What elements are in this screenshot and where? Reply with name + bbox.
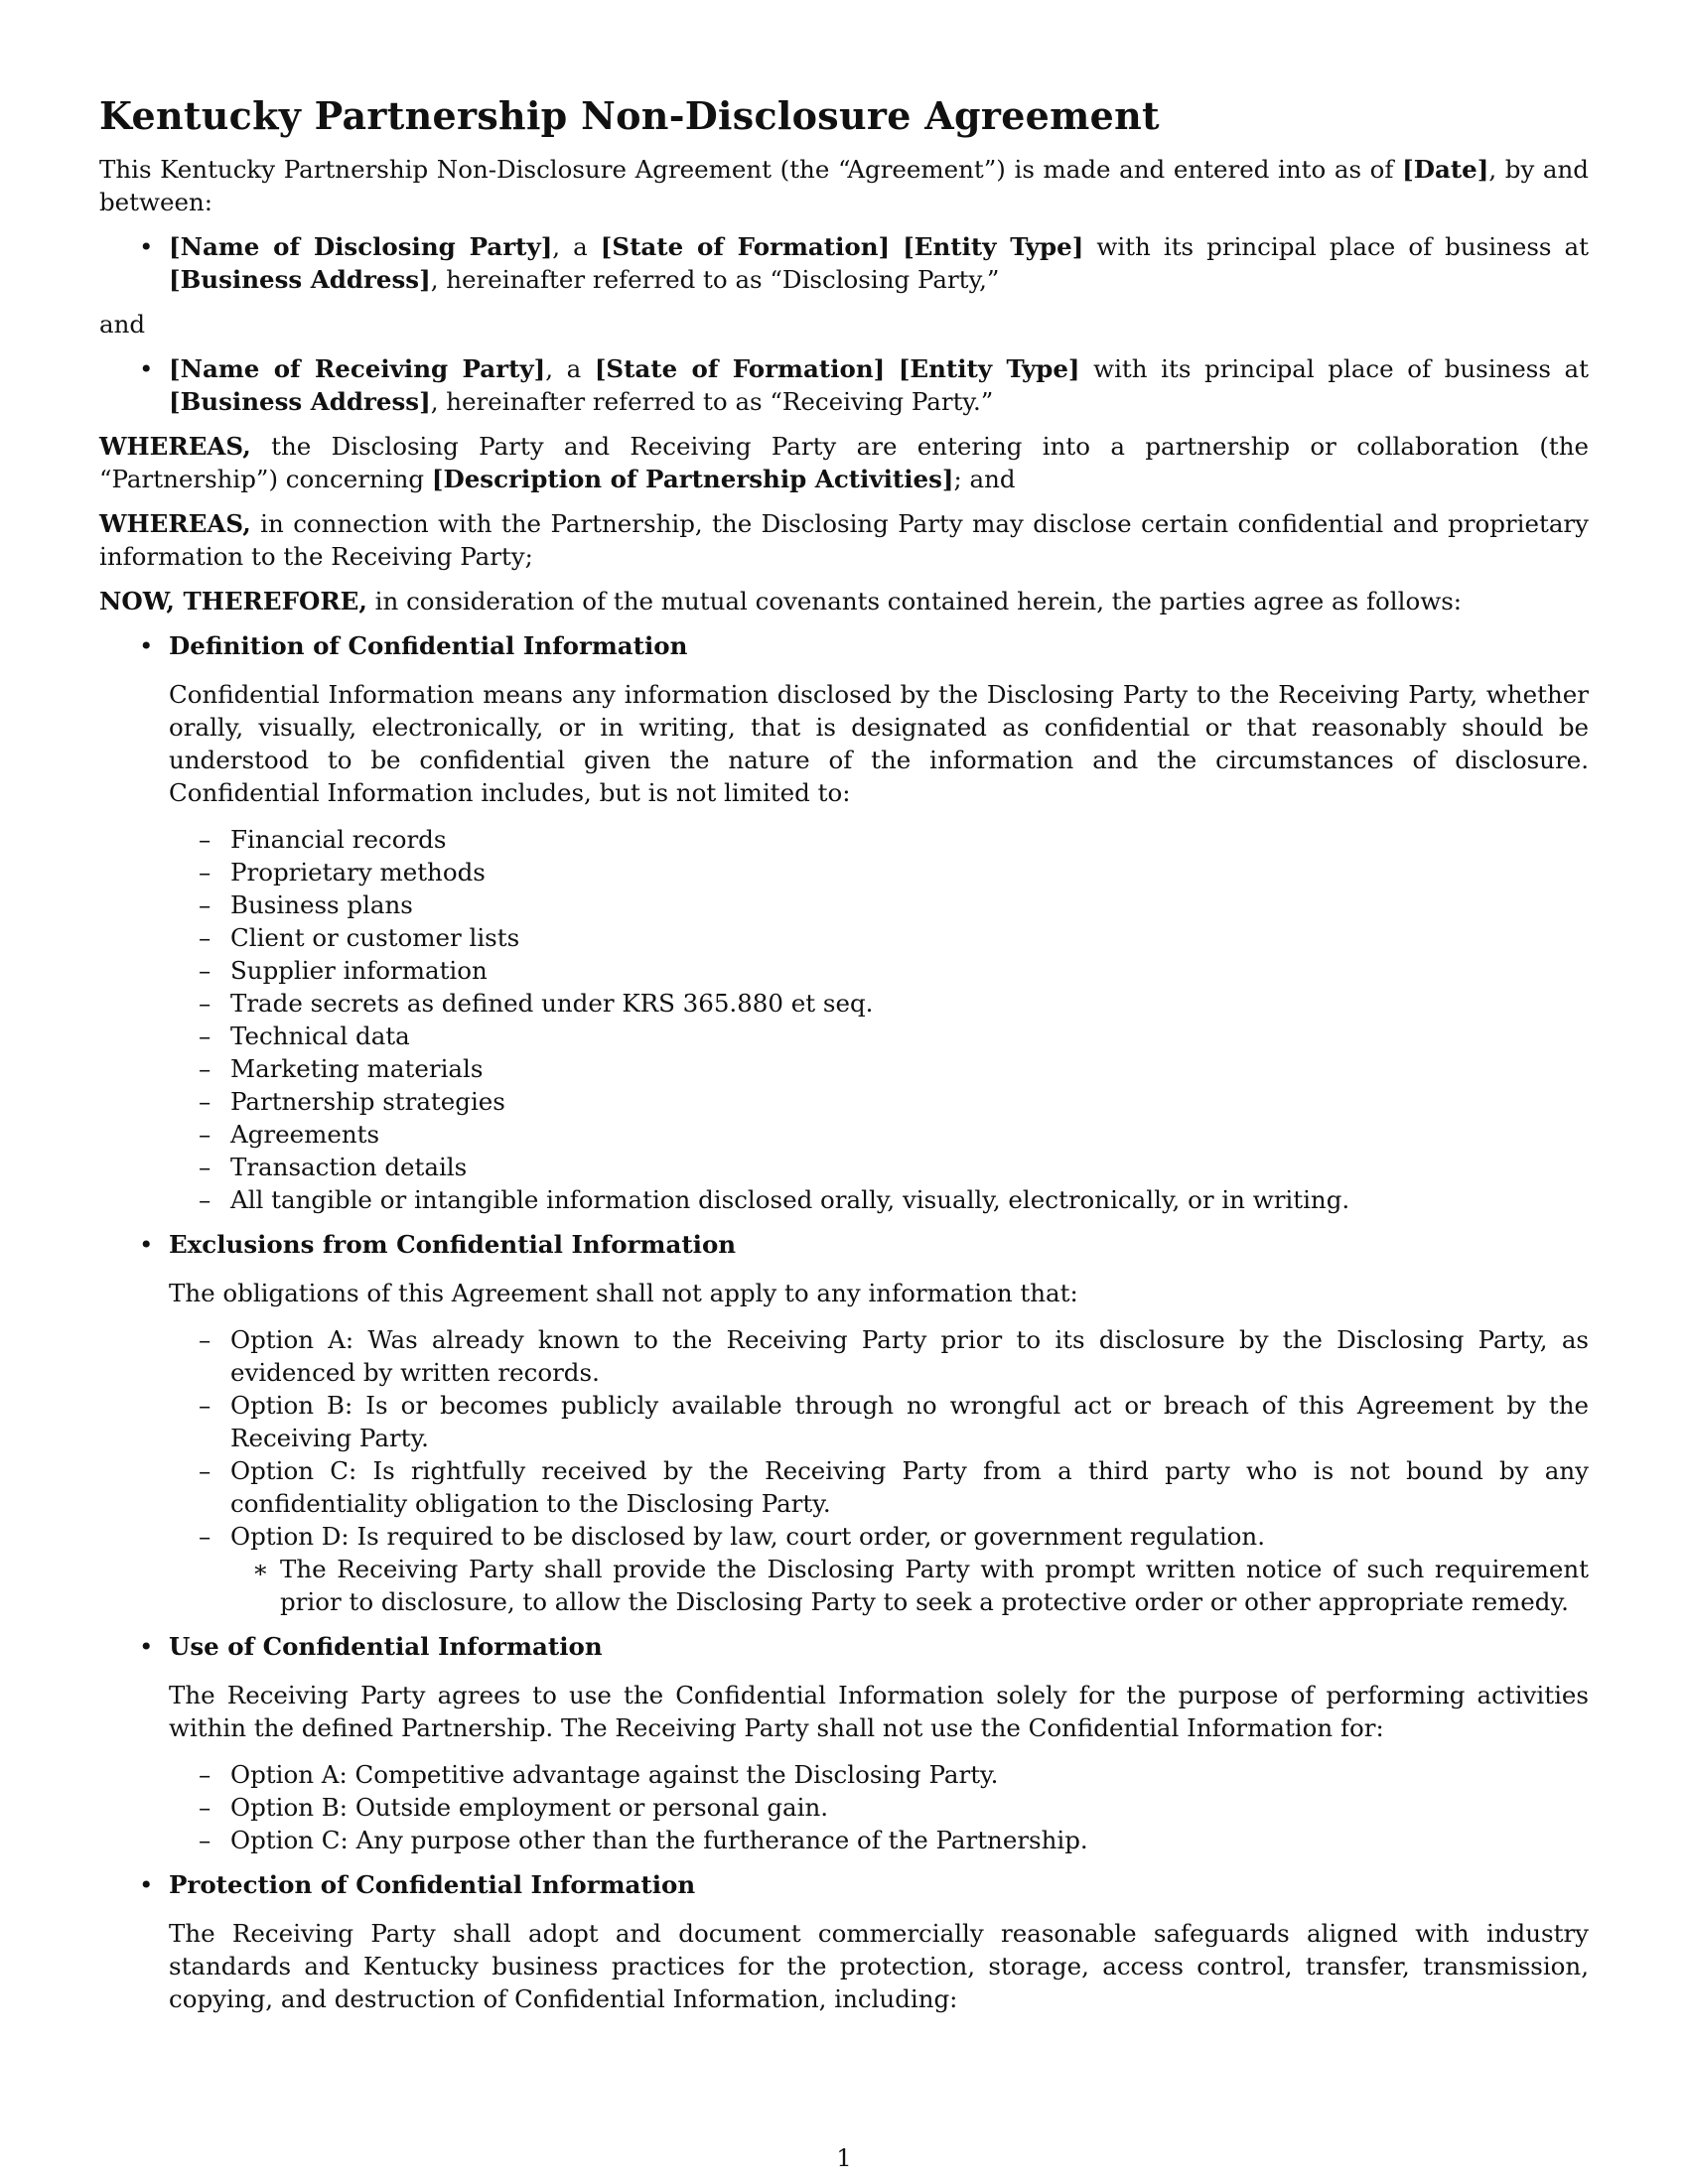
agreement-sections: [99, 629, 1589, 2015]
page-number: 1: [836, 2144, 852, 2172]
use-items: [169, 1758, 1589, 1856]
section-definition: [99, 629, 1589, 1216]
list-item: – Option C: Any purpose other than the furtherance of the Partnership.: [199, 1826, 1088, 1854]
bullet-marker: •: [139, 1870, 154, 1899]
bullet-marker: •: [139, 232, 154, 261]
section-title: Protection of Confidential Information: [169, 1870, 696, 1899]
and-conjunction: and: [99, 310, 146, 339]
section-protection: [99, 1868, 1589, 2015]
sub-list-item: ∗ The Receiving Party shall provide the Disclosing Party with prompt written notice of such requirement prior to disclosure, to allow the Disclosing Party to seek a protective order or other appropriate remedy.: [252, 1555, 1589, 1616]
section-title: Definition of Confidential Information: [169, 631, 688, 660]
list-item: – All tangible or intangible information disclosed orally, visually, electronically, or in writing.: [199, 1185, 1350, 1214]
list-item: – Business plans: [199, 890, 413, 919]
intro-paragraph: This Kentucky Partnership Non-Disclosure Agreement (the “Agreement”) is made and entered into as of [Date], by and between:: [99, 155, 1589, 216]
section-exclusions: [99, 1228, 1589, 1618]
bullet-marker: •: [139, 631, 154, 660]
list-item: – Option B: Is or becomes publicly available through no wrongful act or breach of this Agreement by the Receiving Party.: [199, 1391, 1589, 1452]
list-item: – Marketing materials: [199, 1054, 484, 1083]
bullet-marker: •: [139, 354, 154, 383]
whereas-paragraph-2: WHEREAS, in connection with the Partnership, the Disclosing Party may disclose certain confidential and proprietary information to the Receiving Party;: [99, 509, 1589, 571]
list-item: – Option A: Competitive advantage against the Disclosing Party.: [199, 1760, 999, 1789]
list-item: – Financial records: [199, 825, 447, 854]
document-title: Kentucky Partnership Non-Disclosure Agreement: [99, 93, 1160, 138]
section-title: Exclusions from Confidential Information: [169, 1230, 737, 1259]
list-item: – Option C: Is rightfully received by the Receiving Party from a third party who is not bound by any confidentiality obligation to the Disclosing Party.: [199, 1456, 1589, 1518]
disclosing-party-item: • [Name of Disclosing Party], a [State of Formation] [Entity Type] with its principal place of business at [Business Address], hereinafter referred to as “Disclosing Party,”: [139, 232, 1589, 294]
whereas-paragraph-1: WHEREAS, the Disclosing Party and Receiving Party are entering into a partnership or collaboration (the “Partnership”) concerning [Description of Partnership Activities]; and: [99, 432, 1589, 493]
list-item: – Option D: Is required to be disclosed by law, court order, or government regulation. ∗ The Receiving Party shall provide the Disclosing Party with prompt written notice of such requirement prior to disclosure, to allow the Disclosing Party to seek a protective order or other appropriate remedy.: [199, 1522, 1589, 1616]
document-page: [99, 79, 1589, 2029]
list-item: – Supplier information: [199, 956, 488, 985]
exclusion-subitems: [230, 1553, 1589, 1618]
list-item: – Technical data: [199, 1022, 410, 1050]
now-therefore-paragraph: NOW, THEREFORE, in consideration of the mutual covenants contained herein, the parties agree as follows:: [99, 587, 1463, 615]
section-title: Use of Confidential Information: [169, 1632, 603, 1661]
exclusion-items: [169, 1323, 1589, 1618]
list-item: – Proprietary methods: [199, 858, 486, 887]
definition-items: [169, 823, 1589, 1216]
section-use: [99, 1630, 1589, 1856]
section-body: The obligations of this Agreement shall not apply to any information that:: [169, 1279, 1078, 1307]
receiving-party-list: [99, 352, 1589, 418]
list-item: – Client or customer lists: [199, 923, 520, 952]
list-item: – Agreements: [199, 1120, 380, 1149]
list-item: – Partnership strategies: [199, 1087, 505, 1116]
receiving-party-item: • [Name of Receiving Party], a [State of Formation] [Entity Type] with its principal place of business at [Business Address], hereinafter referred to as “Receiving Party.”: [139, 354, 1589, 416]
bullet-marker: •: [139, 1632, 154, 1661]
section-body: The Receiving Party agrees to use the Confidential Information solely for the purpose of performing activities within the defined Partnership. The Receiving Party shall not use the Confidential Information for:: [169, 1681, 1589, 1742]
list-item: – Option B: Outside employment or personal gain.: [199, 1793, 829, 1822]
list-item: – Trade secrets as defined under KRS 365.880 et seq.: [199, 989, 874, 1018]
section-body: The Receiving Party shall adopt and document commercially reasonable safeguards aligned with industry standards and Kentucky business practices for the protection, storage, access control, transfer, transmission, copying, and destruction of Confidential Information, including:: [169, 1919, 1589, 2013]
date-placeholder: [Date]: [1402, 155, 1489, 184]
list-item: – Option A: Was already known to the Receiving Party prior to its disclosure by the Disclosing Party, as evidenced by written records.: [199, 1325, 1589, 1387]
bullet-marker: •: [139, 1230, 154, 1259]
list-item: – Transaction details: [199, 1153, 468, 1181]
disclosing-party-list: [99, 230, 1589, 296]
section-body: Confidential Information means any information disclosed by the Disclosing Party to the Receiving Party, whether orally, visually, electronically, or in writing, that is designated as confidential or that reasonably should be understood to be confidential given the nature of the information and the circumstances of disclosure. Confidential Information includes, but is not limited to:: [169, 680, 1589, 807]
